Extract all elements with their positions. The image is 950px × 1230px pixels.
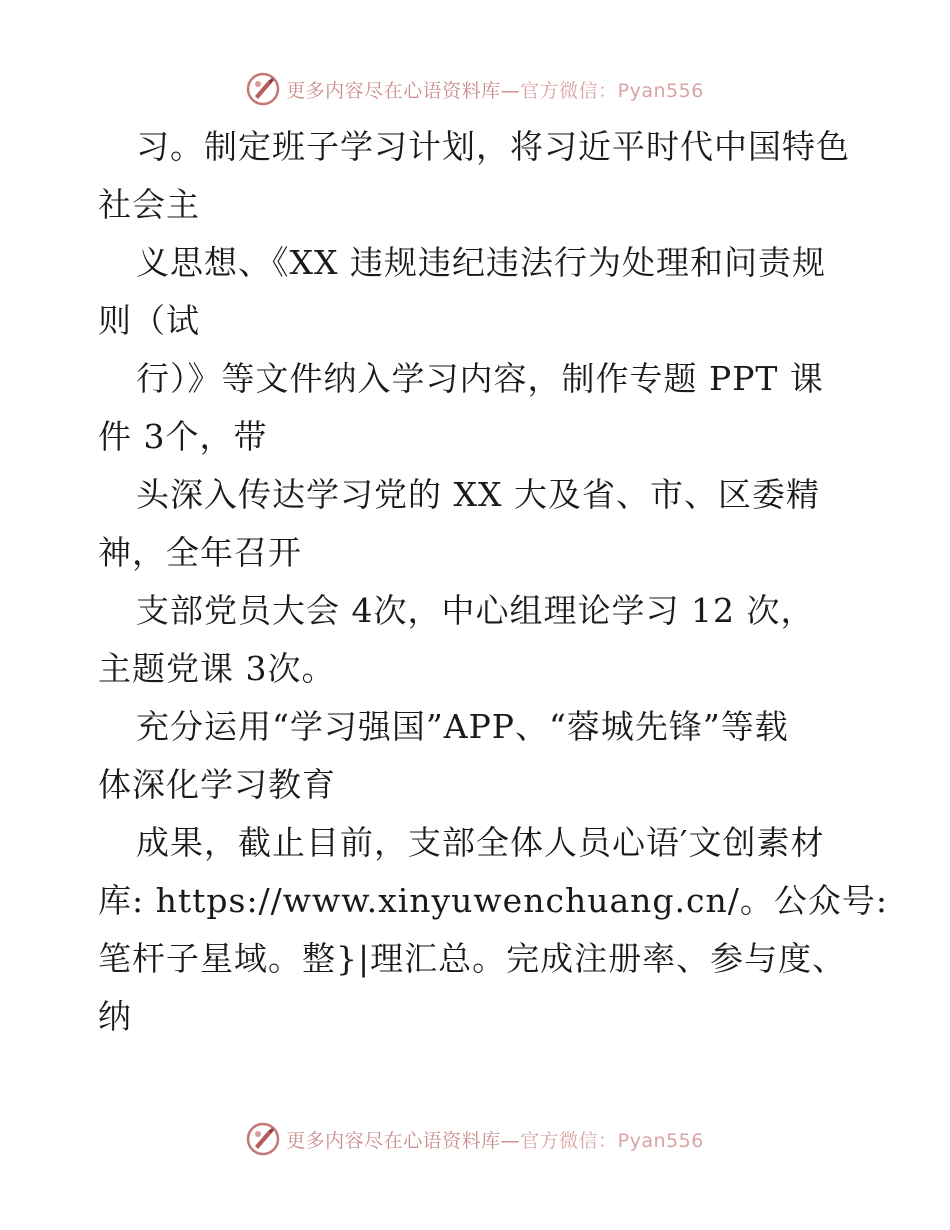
text-line: 支部党员大会 4次，中心组理论学习 12 次， — [136, 591, 815, 630]
text-line: 体深化学习教育 — [98, 765, 336, 804]
text-line: 习。制定班子学习计划，将习近平时代中国特色 — [136, 127, 850, 166]
brand-logo-icon — [246, 1122, 280, 1156]
text-line: 件 3个，带 — [98, 417, 268, 456]
text-line: 义思想、《XX 违规违纪违法行为处理和问责规 — [136, 243, 826, 282]
footer-banner — [0, 1122, 950, 1156]
text-line: 纳 — [98, 997, 132, 1036]
text-line: 充分运用“学习强国”APP、“蓉城先锋”等载 — [136, 707, 789, 746]
text-line: 库: https://www.xinyuwenchuang.cn/。公众号: — [98, 881, 888, 920]
text-line: 社会主 — [98, 185, 200, 224]
text-line: 主题党课 3次。 — [98, 649, 336, 688]
banner-text — [286, 76, 704, 103]
text-line: 笔杆子星域。整}|理汇总。完成注册率、参与度、 — [98, 939, 847, 978]
header-banner — [0, 72, 950, 106]
banner-site-name: 更多内容尽在心语资料库— — [286, 79, 521, 102]
brand-logo-icon — [246, 72, 280, 106]
text-line: 头深入传达学习党的 XX 大及省、市、区委精 — [136, 475, 820, 514]
text-line: 成果，截止目前，支部全体人员心语′文创素材 — [136, 823, 825, 862]
banner-wechat: 官方微信：Pyan556 — [520, 1129, 704, 1152]
text-line: 则（试 — [98, 301, 200, 340]
banner-wechat: 官方微信：Pyan556 — [520, 79, 704, 102]
text-line: 行）》等文件纳入学习内容，制作专题 PPT 课 — [136, 359, 824, 398]
banner-site-name: 更多内容尽在心语资料库— — [286, 1129, 521, 1152]
banner-text — [286, 1126, 704, 1153]
text-line: 神，全年召开 — [98, 533, 302, 572]
document-body — [98, 118, 888, 1046]
